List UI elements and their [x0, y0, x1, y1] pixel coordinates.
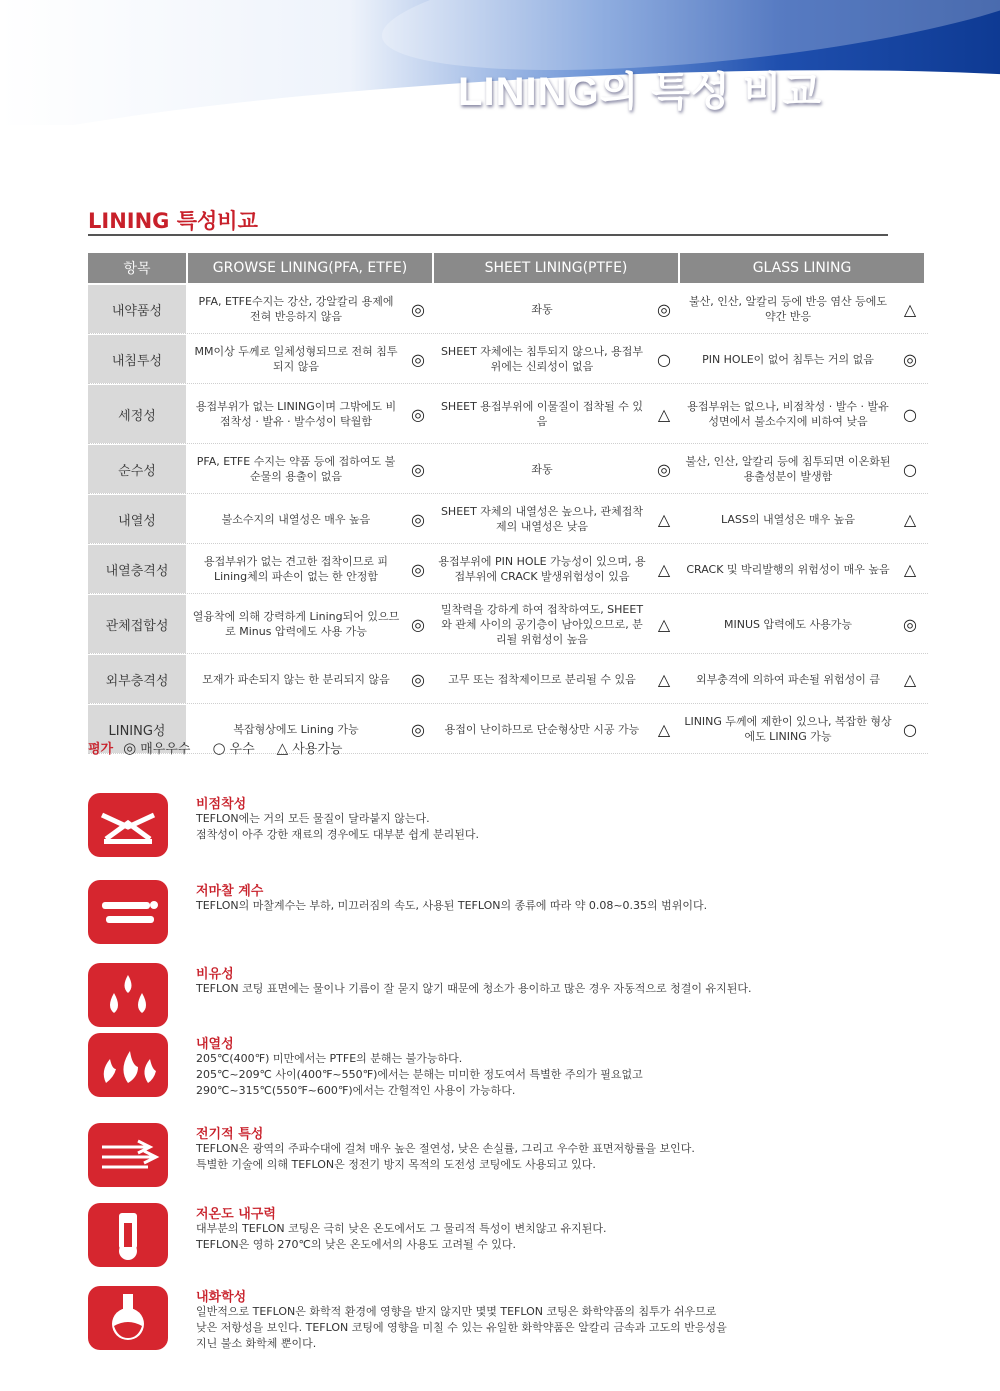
cell-text: 외부충격에 의하여 파손될 위험성이 큼	[695, 672, 880, 686]
rating-mark: △	[657, 719, 671, 739]
table-cell	[188, 495, 432, 543]
row-item-label: 외부충격성	[88, 655, 186, 703]
rating-mark: △	[903, 669, 917, 689]
table-row	[88, 595, 928, 654]
rating-mark: ◎	[411, 349, 425, 369]
cell-text: LASS의 내열성은 매우 높음	[721, 512, 855, 526]
legend-item: ○ 우수	[212, 739, 255, 757]
table-cell	[434, 285, 678, 333]
feature-description	[196, 898, 896, 914]
feature-line: 낮은 저항성을 보인다. TEFLON 코팅에 영향을 미칠 수 있는 유일한 화학약품은 알칼리 금속과 고도의 반응성을	[196, 1321, 727, 1334]
feature-description	[196, 1141, 896, 1173]
cell-text: SHEET 자체의 내열성은 높으나, 관체접착제의 내열성은 낮음	[440, 505, 644, 533]
table-cell	[680, 495, 924, 543]
rating-mark: ◎	[411, 559, 425, 579]
table-row	[88, 545, 928, 594]
row-item-label: 세정성	[88, 385, 186, 443]
rating-mark: ○	[903, 459, 917, 479]
rating-mark: △	[903, 509, 917, 529]
feature-description	[196, 1304, 896, 1352]
cell-text: 용접부위가 없는 견고한 접착이므로 피 Lining체의 파손이 없는 한 안정함	[203, 555, 388, 583]
legend-item: △ 사용가능	[276, 739, 343, 757]
feature-description	[196, 811, 896, 843]
header-glass: GLASS LINING	[680, 253, 924, 283]
feature-title: 내열성	[196, 1037, 234, 1052]
rating-mark: ◎	[411, 299, 425, 319]
feature-line: 지닌 불소 화학체 뿐이다.	[196, 1337, 317, 1350]
cell-text: 열융착에 의해 강력하게 Lining되어 있으므로 Minus 압력에도 사용 가능	[192, 610, 400, 638]
section-title: LINING 특성비교	[88, 209, 258, 233]
cell-text: SHEET 용접부위에 이물질이 접착될 수 있음	[440, 400, 644, 428]
table-row	[88, 385, 928, 444]
cell-text: PIN HOLE이 없어 침투는 거의 없음	[702, 352, 874, 366]
rating-mark: ○	[657, 349, 671, 369]
feature-description	[196, 1221, 896, 1253]
header-sheet: SHEET LINING(PTFE)	[434, 253, 678, 283]
rating-mark: ○	[903, 404, 917, 424]
row-item-label: 내열충격성	[88, 545, 186, 593]
cell-text: PFA, ETFE수지는 강산, 강알칼리 용제에 전혀 반응하지 않음	[198, 295, 394, 323]
cell-text: 좌동	[531, 462, 553, 476]
header-item: 항목	[88, 253, 186, 283]
cell-text: SHEET 자체에는 침투되지 않으나, 용접부위에는 신뢰성이 없음	[440, 345, 644, 373]
rating-mark: ◎	[411, 404, 425, 424]
cell-text: 불산, 인산, 알칼리 등에 반응 염산 등에도 약간 반응	[689, 295, 887, 323]
rating-mark: △	[657, 559, 671, 579]
cell-text: 용접부위가 없는 LINING이며 그밖에도 비점착성 · 발유 · 발수성이 탁월함	[195, 400, 397, 428]
rating-mark: ◎	[411, 669, 425, 689]
row-item-label: 내약품성	[88, 285, 186, 333]
table-cell	[680, 545, 924, 593]
table-cell	[188, 385, 432, 443]
legend-label: 평가	[88, 742, 114, 757]
comparison-table	[88, 253, 928, 755]
feature-description	[196, 981, 896, 997]
feature-title: 저마찰 계수	[196, 884, 264, 899]
table-cell	[680, 595, 924, 653]
feature-line: 205℃(400℉) 미만에서는 PTFE의 분해는 불가능하다.	[196, 1052, 463, 1065]
row-item-label: 내열성	[88, 495, 186, 543]
cell-text: 불산, 인산, 알칼리 등에 침투되면 이온화된 용출성분이 발생함	[685, 455, 891, 483]
cell-text: 용접부위는 없으나, 비점착성 · 발수 · 발유성면에서 불소수지에 비하여 낮음	[687, 400, 889, 428]
rating-mark: △	[657, 614, 671, 634]
feature-line: 대부분의 TEFLON 코팅은 극히 낮은 온도에서도 그 물리적 특성이 변치않고 유지된다.	[196, 1222, 607, 1235]
rating-mark: ◎	[411, 509, 425, 529]
header-banner	[0, 0, 1000, 125]
table-cell	[434, 335, 678, 383]
table-cell	[188, 445, 432, 493]
water-drops-icon	[88, 963, 168, 1027]
rating-mark: ◎	[657, 459, 671, 479]
table-cell	[680, 285, 924, 333]
rating-mark: △	[657, 404, 671, 424]
table-cell	[680, 385, 924, 443]
row-item-label: 순수성	[88, 445, 186, 493]
table-cell	[188, 595, 432, 653]
table-cell	[680, 705, 924, 753]
feature-title: 저온도 내구력	[196, 1207, 276, 1222]
feature-line: 일반적으로 TEFLON은 화학적 환경에 영향을 받지 않지만 몇몇 TEFLON 코팅은 화학약품의 침투가 쉬우므로	[196, 1305, 717, 1318]
flame-icon	[88, 1033, 168, 1097]
table-row	[88, 335, 928, 384]
table-cell	[680, 335, 924, 383]
cell-text: MINUS 압력에도 사용가능	[724, 617, 852, 631]
feature-line: TEFLON은 광역의 주파수대에 걸쳐 매우 높은 절연성, 낮은 손실률, 그리고 우수한 표면저항률을 보인다.	[196, 1142, 695, 1155]
cell-text: PFA, ETFE 수지는 약품 등에 접하여도 불순물의 용출이 없음	[196, 455, 396, 483]
cell-text: 밀착력을 강하게 하여 접착하여도, SHEET와 관체 사이의 공기층이 남아있으므로, 분리될 위험성이 높음	[440, 602, 644, 646]
cell-text: 복잡형상에도 Lining 가능	[233, 722, 359, 736]
table-cell	[434, 445, 678, 493]
feature-description	[196, 1051, 896, 1099]
cell-text: 불소수지의 내열성은 매우 높음	[221, 512, 371, 526]
feature-line: 점착성이 아주 강한 재료의 경우에도 대부분 쉽게 분리된다.	[196, 828, 479, 841]
cell-text: 좌동	[531, 302, 553, 316]
table-cell	[680, 445, 924, 493]
feature-title: 비점착성	[196, 797, 247, 812]
feature-line: 290℃~315℃(550℉~600℉)에서는 간헐적인 사용이 가능하다.	[196, 1084, 516, 1097]
row-item-label: 내침투성	[88, 335, 186, 383]
feature-title: 전기적 특성	[196, 1127, 264, 1142]
rating-mark: △	[903, 299, 917, 319]
table-cell	[680, 655, 924, 703]
feature-line: TEFLON의 마찰계수는 부하, 미끄러짐의 속도, 사용된 TEFLON의 종류에 따라 약 0.08~0.35의 범위이다.	[196, 899, 708, 912]
table-cell	[188, 655, 432, 703]
flask-icon	[88, 1286, 168, 1350]
rating-mark: ◎	[411, 719, 425, 739]
cell-text: 용접이 난이하므로 단순형상만 시공 가능	[444, 722, 640, 736]
table-cell	[434, 495, 678, 543]
table-cell	[188, 335, 432, 383]
electric-arrows-icon	[88, 1123, 168, 1187]
table-cell	[188, 285, 432, 333]
section-divider	[88, 234, 888, 236]
rating-mark: ○	[903, 719, 917, 739]
rating-mark: △	[657, 669, 671, 689]
rating-mark: ◎	[657, 299, 671, 319]
cell-text: MM이상 두께로 일체성형되므로 전혀 침투되지 않음	[194, 345, 398, 373]
table-row	[88, 445, 928, 494]
cell-text: 모재가 파손되지 않는 한 분리되지 않음	[202, 672, 390, 686]
feature-line: 특별한 기술에 의해 TEFLON은 정전기 방지 목적의 도전성 코팅에도 사용되고 있다.	[196, 1158, 596, 1171]
table-cell	[434, 595, 678, 653]
table-cell	[434, 705, 678, 753]
low-friction-icon	[88, 880, 168, 944]
table-cell	[434, 385, 678, 443]
cell-text: 고무 또는 접착제이므로 분리될 수 있음	[448, 672, 636, 686]
cell-text: CRACK 및 박리발행의 위험성이 매우 높음	[686, 562, 890, 576]
header-growse: GROWSE LINING(PFA, ETFE)	[188, 253, 432, 283]
table-row	[88, 495, 928, 544]
table-row	[88, 285, 928, 334]
rating-mark: △	[903, 559, 917, 579]
table-cell	[434, 545, 678, 593]
feature-line: TEFLON에는 거의 모든 물질이 달라붙지 않는다.	[196, 812, 430, 825]
row-item-label: LINING성	[88, 705, 186, 753]
table-header-row	[88, 253, 928, 283]
feature-title: 비유성	[196, 967, 234, 982]
rating-mark: ◎	[903, 349, 917, 369]
non-stick-icon	[88, 793, 168, 857]
rating-mark: ◎	[411, 614, 425, 634]
feature-line: TEFLON은 영하 270℃의 낮은 온도에서의 사용도 고려될 수 있다.	[196, 1238, 516, 1251]
cell-text: LINING 두께에 제한이 있으나, 복잡한 형상에도 LINING 가능	[684, 715, 892, 743]
cell-text: 용접부위에 PIN HOLE 가능성이 있으며, 용접부위에 CRACK 발생위험성이 있음	[438, 555, 646, 583]
feature-line: 205℃~209℃ 사이(400℉~550℉)에서는 분해는 미미한 정도여서 특별한 주의가 필요없고	[196, 1068, 643, 1081]
table-cell	[188, 545, 432, 593]
feature-line: TEFLON 코팅 표면에는 물이나 기름이 잘 묻지 않기 때문에 청소가 용이하고 많은 경우 자동적으로 청결이 유지된다.	[196, 982, 752, 995]
legend	[88, 738, 364, 757]
table-row	[88, 655, 928, 704]
thermometer-icon	[88, 1203, 168, 1267]
feature-title: 내화학성	[196, 1290, 247, 1305]
rating-mark: △	[657, 509, 671, 529]
legend-item: ◎ 매우우수	[123, 739, 191, 757]
rating-mark: ◎	[903, 614, 917, 634]
row-item-label: 관체접합성	[88, 595, 186, 653]
table-cell	[434, 655, 678, 703]
page-title: LINING의 특성 비교	[458, 70, 822, 114]
rating-mark: ◎	[411, 459, 425, 479]
